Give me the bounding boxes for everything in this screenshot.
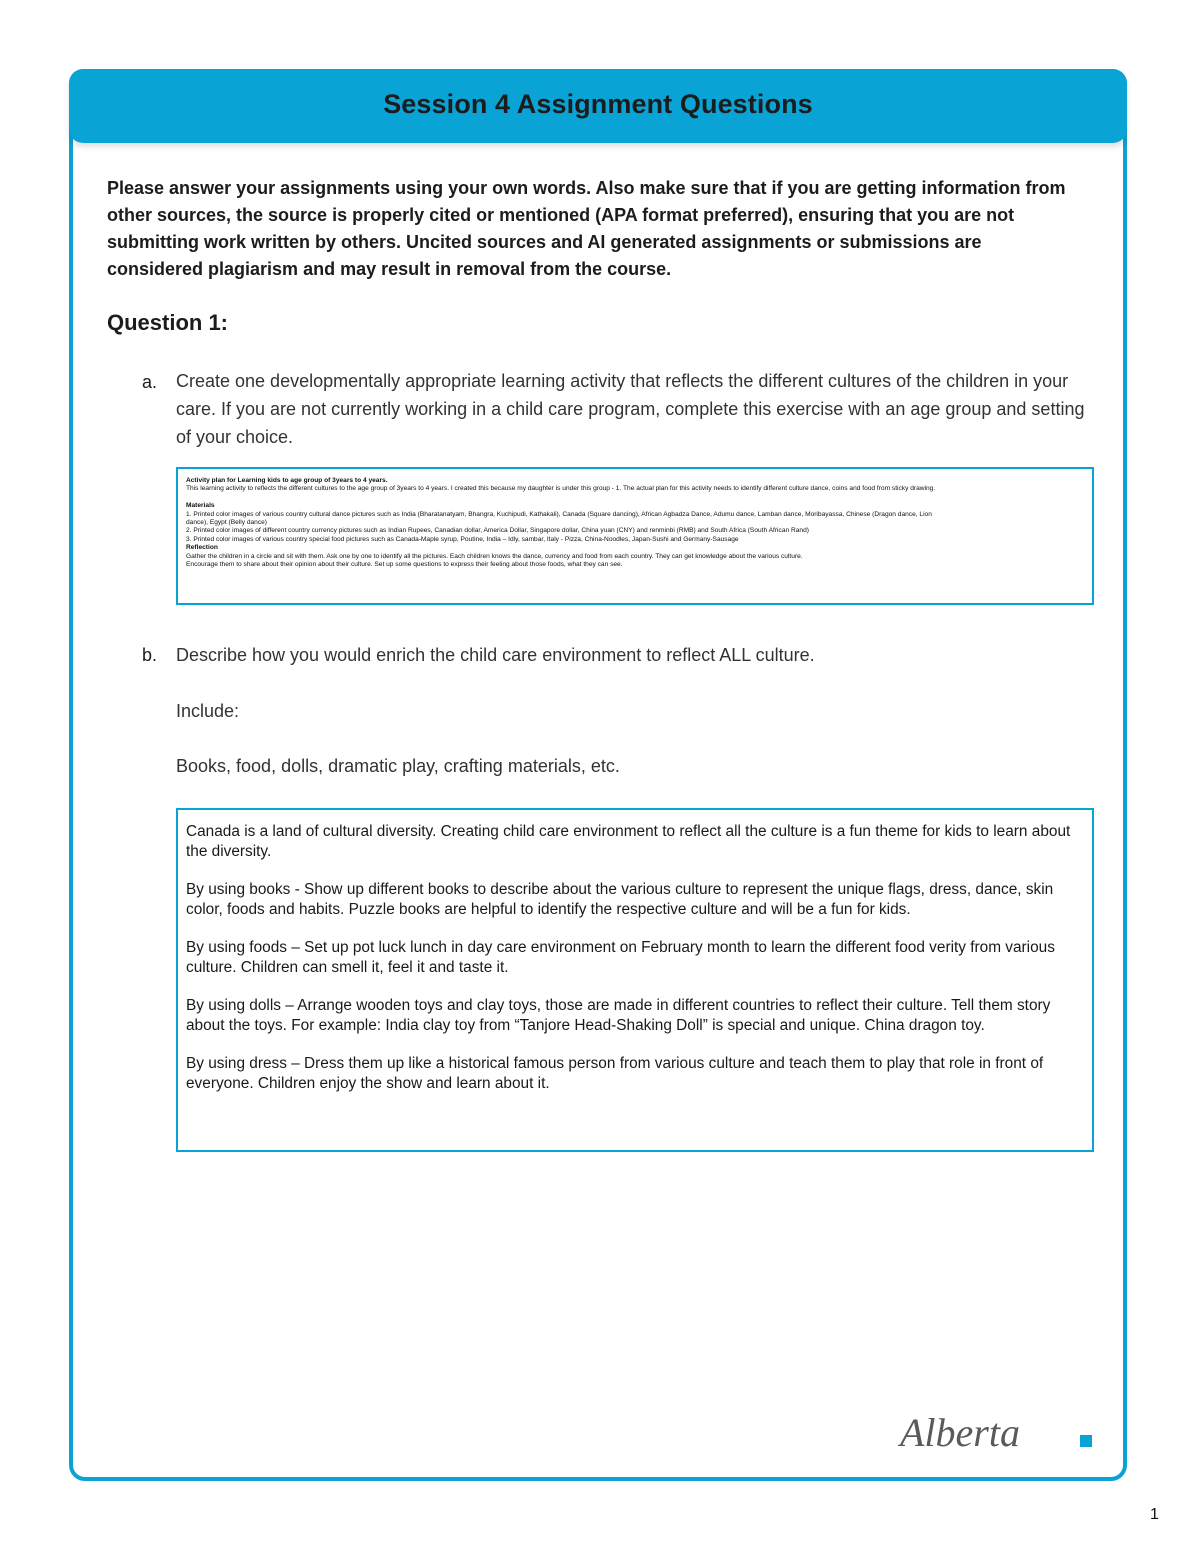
answer-b-paragraph: By using foods – Set up pot luck lunch in day care environment on February month to learn the different food verity from various culture. Children can smell it, feel it and taste it.: [186, 939, 1055, 976]
question-b-text: Describe how you would enrich the child care environment to reflect ALL culture.: [176, 645, 815, 665]
answer-b-paragraph: By using books - Show up different books to describe about the various culture to represent the unique flags, dress, dance, skin color, foods and habits. Puzzle books are helpful to identify the respective culture and will be a fun for kids.: [186, 881, 1054, 918]
answer-a-line: Activity plan for Learning kids to age group of 3years to 4 years.: [186, 477, 388, 484]
answer-box-a[interactable]: [176, 467, 1094, 605]
question-heading: Question 1:: [107, 310, 229, 335]
logo-wordmark: Alberta: [900, 1410, 1020, 1455]
answer-a-line: 3. Printed color images of various country special food pictures such as Canada-Maple syrup, Poutine, India – Idly, sambar, Italy - Pizza, China-Noodles, Japan-Sushi and Germany-Sausage: [186, 535, 739, 543]
answer-a-line: This learning activity to reflects the different cultures to the age group of 3years to 4 years. I created this because my daughter is under this group - 1. The actual plan for this activity needs to identify different culture dance, coins and food from sticky drawing.: [186, 485, 936, 493]
answer-a-line: Encourage them to share about their opinion about their culture. Set up some questions to express their feeling about those foods, what they can see.: [186, 561, 623, 569]
answer-a-line: Gather the children in a circle and sit with them. Ask one by one to identify all the pictures. Each children knows the dance, currency and food from each country. They can get knowledge about the various culture.: [186, 552, 803, 560]
include-label: Include:: [176, 701, 240, 721]
answer-b-paragraph: By using dress – Dress them up like a historical famous person from various culture and teach them to play that role in front of everyone. Children enjoy the show and learn about it.: [186, 1055, 1044, 1092]
answer-a-line: dance), Egypt (Belly dance): [186, 519, 267, 527]
answer-a-content: [186, 477, 1084, 569]
answer-b-content: [186, 822, 1084, 1093]
item-marker-a: a.: [142, 372, 158, 392]
answer-a-line: Reflection: [186, 544, 218, 552]
answer-a-line: [186, 494, 1084, 502]
answer-box-b[interactable]: [176, 808, 1094, 1152]
page-number: 1: [1150, 1506, 1159, 1523]
answer-b-paragraph: Canada is a land of cultural diversity. Creating child care environment to reflect all the culture is a fun theme for kids to learn about the diversity.: [186, 823, 1071, 860]
answer-a-line: 2. Printed color images of different country currency pictures such as Indian Rupees, Canadian dollar, America Dollar, Singapore dollar, China yuan (CNY) and renminbi (RMB) and South Africa (South African Rand): [186, 527, 809, 535]
answer-b-paragraph: By using dolls – Arrange wooden toys and clay toys, those are made in different countries to reflect their culture. Tell them story about the toys. For example: India clay toy from “Tanjore Head-Shaking Doll” is special and unique. China dragon toy.: [186, 997, 1051, 1034]
instructions-paragraph: Please answer your assignments using your own words. Also make sure that if you are getting information from other sources, the source is properly cited or mentioned (APA format preferred), ensuring that you are not submitting work written by others. Uncited sources and AI generated assignments or submissions are considered plagiarism and may result in removal from the course.: [107, 178, 1066, 279]
answer-a-line: 1. Printed color images of various country cultural dance pictures such as India (Bharatanatyam, Bhangra, Kuchipudi, Kathakali), Canada (Square dancing), African Agbadza Dance, Adumu dance, Lamban dance, Moribayassa, Chinese (Dragon dance, Lion: [186, 510, 932, 518]
include-items: Books, food, dolls, dramatic play, crafting materials, etc.: [176, 756, 620, 776]
logo-square-icon: [1080, 1435, 1092, 1447]
item-marker-b: b.: [142, 645, 158, 665]
answer-a-line: Materials: [186, 502, 215, 510]
title-banner: [69, 69, 1127, 143]
page-title: Session 4 Assignment Questions: [383, 89, 813, 119]
question-a-text: Create one developmentally appropriate learning activity that reflects the different cultures of the children in your care. If you are not currently working in a child care program, complete this exercise with an age group and setting of your choice.: [176, 371, 1085, 447]
alberta-logo: [898, 1408, 1098, 1460]
